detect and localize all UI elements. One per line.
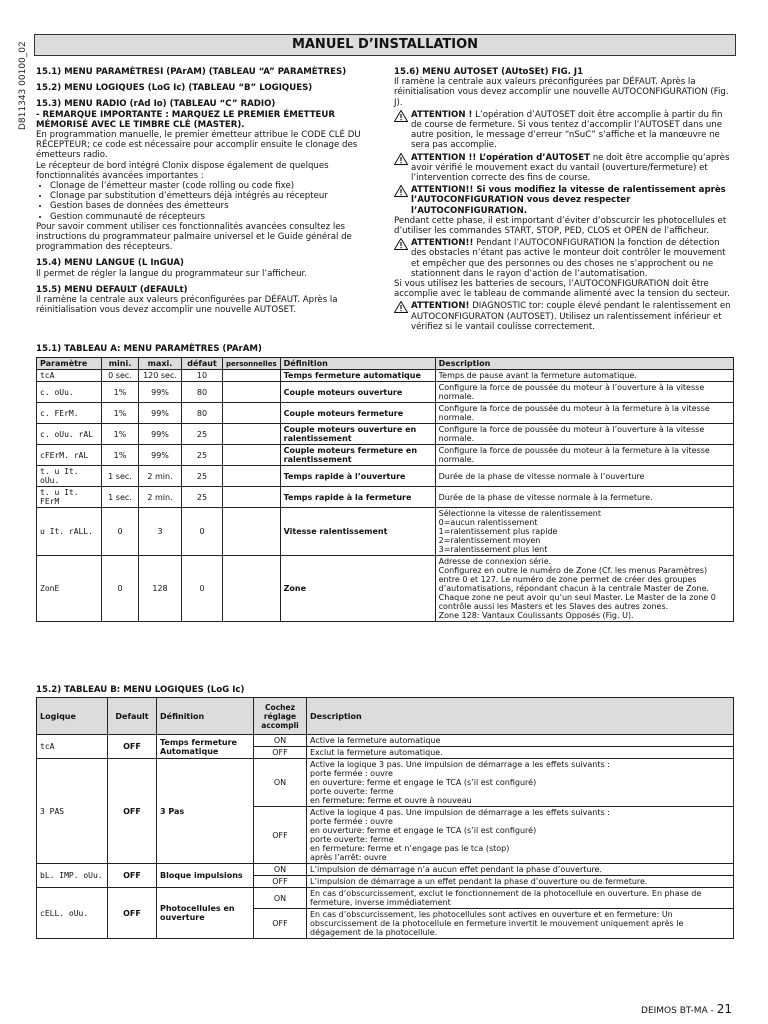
page-number: 21 bbox=[716, 1002, 732, 1016]
table-row bbox=[37, 508, 734, 556]
cell-def: OFF bbox=[108, 888, 157, 939]
cell-p: c. oUu. bbox=[37, 382, 102, 403]
section-heading: 15.6) MENU AUTOSET (AUtoSEt) FIG. J1 bbox=[394, 67, 584, 77]
cell-description: Active la logique 3 pas. Une impulsion de démarrage a les effets suivants : porte fermée : ouvre en ouverture: ferme et engage le TCA (s’il est configuré) porte ouverte: ferme en fermeture: ferme et ouvre à nouveau bbox=[307, 759, 734, 807]
column-header: Définition bbox=[280, 358, 435, 370]
cell-personal bbox=[223, 487, 281, 508]
cell-option: ON bbox=[254, 888, 307, 909]
paragraph: Il permet de régler la langue du programmateur sur l’afficheur. bbox=[36, 268, 308, 279]
cell-min: 1% bbox=[102, 403, 139, 424]
cell-def_name: Couple moteurs ouverture en ralentissement bbox=[280, 424, 435, 445]
right-column bbox=[394, 67, 732, 332]
cell-max: 2 min. bbox=[139, 466, 182, 487]
cell-p: tcA bbox=[37, 370, 102, 382]
cell-def_name: Temps rapide à l’ouverture bbox=[280, 466, 435, 487]
cell-description: Active la logique 4 pas. Une impulsion de démarrage a les effets suivants : porte fermée : ouvre en ouverture: ferme et engage le TCA (s’il est configuré) porte ouverte: ferme en fermeture: ferme et n’engage pas le tca (stop) après l’arrêt: ouvre bbox=[307, 807, 734, 864]
cell-p: c. oUu. rAL bbox=[37, 424, 102, 445]
table-a-heading: 15.1) TABLEAU A: MENU PARAMÈTRES (PArAM) bbox=[36, 344, 262, 354]
cell-max: 99% bbox=[139, 403, 182, 424]
cell-personal bbox=[223, 556, 281, 622]
cell-def: 80 bbox=[182, 382, 223, 403]
cell-personal bbox=[223, 508, 281, 556]
list-item: • Clonage de l’émetteur master (code rolling ou code fixe) bbox=[50, 181, 376, 191]
paragraph: Il ramène la centrale aux valeurs préconfigurées par DÉFAUT. Après la réinitialisation vous devez accomplir une nouvelle AUTOSET. bbox=[36, 295, 338, 316]
cell-l: bL. IMP. oUu. bbox=[37, 864, 108, 888]
cell-def: 25 bbox=[182, 487, 223, 508]
cell-def: 10 bbox=[182, 370, 223, 382]
warning-text: L’opération d’AUTOSET doit être accomplie à partir du fin de course de fermeture. Si vous tentez d’accomplir l’AUTOSET dans une autre position, le message d’erreur “nSuC” s’affiche et la manœuvre ne sera pas accomplie. bbox=[411, 109, 723, 151]
cell-desc: Configure la force de poussée du moteur à l’ouverture à la vitesse normale. bbox=[435, 424, 733, 445]
paragraph: Pour savoir comment utiliser ces fonctionnalités avancées consultez les instructions du programmateur palmaire universel et le Guide général de programmation des récepteurs. bbox=[36, 221, 352, 253]
column-header: personnelles bbox=[223, 358, 281, 370]
table-row bbox=[37, 370, 734, 382]
warning-icon bbox=[394, 238, 408, 250]
table-header-row bbox=[37, 698, 734, 735]
cell-p: cFErM. rAL bbox=[37, 445, 102, 466]
warning-text: Pendant l’AUTOCONFIGURATION la fonction de détection des obstacles n’étant pas active le monteur doit contrôler le mouvement et empêcher que des personnes ou des choses ne s’approchent ou ne stationnent dans le rayon d’action de l’automatisation. bbox=[411, 238, 726, 279]
section-heading: 15.2) MENU LOGIQUES (LoG Ic) (TABLEAU “B” LOGIQUES) bbox=[36, 83, 313, 94]
list-item: • Clonage par substitution d’émetteurs déjà intégrés au récepteur bbox=[50, 191, 376, 201]
cell-def: 80 bbox=[182, 403, 223, 424]
column-header: Description bbox=[435, 358, 733, 370]
warning-label: ATTENTION !! L’opération d’AUTOSET bbox=[411, 152, 590, 163]
table-row bbox=[37, 445, 734, 466]
table-row bbox=[37, 735, 734, 747]
left-column bbox=[36, 67, 376, 315]
cell-def: 0 bbox=[182, 556, 223, 622]
cell-personal bbox=[223, 403, 281, 424]
table-row bbox=[37, 403, 734, 424]
warning-icon bbox=[394, 185, 408, 197]
cell-option: OFF bbox=[254, 807, 307, 864]
cell-def_name: Vitesse ralentissement bbox=[280, 508, 435, 556]
cell-p: t. u It. oUu. bbox=[37, 466, 102, 487]
warning-block bbox=[394, 301, 732, 332]
cell-personal bbox=[223, 424, 281, 445]
cell-name: 3 Pas bbox=[157, 759, 254, 864]
cell-min: 1 sec. bbox=[102, 466, 139, 487]
cell-option: ON bbox=[254, 759, 307, 807]
column-header: Description bbox=[307, 698, 734, 735]
cell-def_name: Couple moteurs fermeture en ralentissement bbox=[280, 445, 435, 466]
cell-option: ON bbox=[254, 735, 307, 747]
cell-description: L’impulsion de démarrage n’a aucun effet pendant la phase d’ouverture. bbox=[307, 864, 734, 876]
cell-p: u It. rALL. bbox=[37, 508, 102, 556]
logic-table bbox=[36, 697, 734, 939]
column-header: défaut bbox=[182, 358, 223, 370]
cell-description: Active la fermeture automatique bbox=[307, 735, 734, 747]
cell-min: 1% bbox=[102, 424, 139, 445]
cell-desc: Sélectionne la vitesse de ralentissement 0=aucun ralentissement 1=ralentissement plus rapide 2=ralentissement moyen 3=ralentissement plus lent bbox=[435, 508, 733, 556]
warning-text: DIAGNOSTIC tor: couple élevé pendant le ralentissement en AUTOCONFIGURATON (AUTOSET). Utilisez un ralentissement inférieur et vérifiez si le vantail coulisse correctement. bbox=[411, 301, 731, 332]
column-header: Default bbox=[108, 698, 157, 735]
cell-desc: Configure la force de poussée du moteur à la fermeture à la vitesse normale. bbox=[435, 445, 733, 466]
cell-personal bbox=[223, 466, 281, 487]
paragraph: Pendant cette phase, il est important d’éviter d’obscurcir les photocellules et d’utiliser les commandes START, STOP, PED, CLOS et OPEN de l’afficheur. bbox=[394, 215, 727, 237]
document-code: D811343 00100_02 bbox=[18, 41, 28, 130]
page-footer bbox=[641, 1002, 732, 1016]
cell-min: 1% bbox=[102, 445, 139, 466]
cell-desc: Durée de la phase de vitesse normale à la fermeture. bbox=[435, 487, 733, 508]
cell-def: OFF bbox=[108, 735, 157, 759]
cell-def: 25 bbox=[182, 424, 223, 445]
cell-description: En cas d’obscurcissement, exclut le fonctionnement de la photocellule en ouverture. En phase de fermeture, inverse immédiatement bbox=[307, 888, 734, 909]
list-item: • Gestion communauté de récepteurs bbox=[50, 212, 376, 222]
column-header: Cochez réglage accompli bbox=[254, 698, 307, 735]
cell-min: 1 sec. bbox=[102, 487, 139, 508]
page-title: MANUEL D’INSTALLATION bbox=[34, 34, 736, 56]
column-header: mini. bbox=[102, 358, 139, 370]
warning-block bbox=[394, 185, 732, 216]
warning-label: ATTENTION!! Si vous modifiez la vitesse de ralentissement après l’AUTOCONFIGURATION vous devez respecter l’AUTOCONFIGURATION. bbox=[411, 185, 726, 216]
cell-min: 1% bbox=[102, 382, 139, 403]
cell-option: OFF bbox=[254, 747, 307, 759]
cell-def: 0 bbox=[182, 508, 223, 556]
cell-option: OFF bbox=[254, 909, 307, 939]
cell-def: OFF bbox=[108, 759, 157, 864]
warning-icon bbox=[394, 110, 408, 122]
warning-label: ATTENTION!! bbox=[411, 238, 474, 249]
cell-l: cELL. oUu. bbox=[37, 888, 108, 939]
cell-max: 99% bbox=[139, 424, 182, 445]
cell-min: 0 bbox=[102, 508, 139, 556]
cell-p: t. u It. FErM bbox=[37, 487, 102, 508]
cell-name: Bloque impulsions bbox=[157, 864, 254, 888]
column-header: Définition bbox=[157, 698, 254, 735]
cell-min: 0 bbox=[102, 556, 139, 622]
table-row bbox=[37, 466, 734, 487]
cell-desc: Adresse de connexion série. Configurez en outre le numéro de Zone (Cf. les menus Paramètres) entre 0 et 127. Le numéro de zone permet de créer des groupes d’automatisations, répondant chacun à la centrale Master de Zone. Chaque zone ne peut avoir qu’un seul Master. Le Master de la zone 0 contrôle aussi les Masters et les Slaves des autres zones. Zone 128: Vantaux Coulissants Opposés (Fig. U). bbox=[435, 556, 733, 622]
section-heading: 15.1) MENU PARAMÈTRESI (PArAM) (TABLEAU “A” PARAMÈTRES) bbox=[36, 67, 347, 77]
cell-desc: Durée de la phase de vitesse normale à l’ouverture bbox=[435, 466, 733, 487]
warning-icon bbox=[394, 301, 408, 313]
cell-max: 2 min. bbox=[139, 487, 182, 508]
paragraph: Le récepteur de bord intégré Clonix dispose également de quelques fonctionnalités avancées importantes : bbox=[36, 160, 329, 181]
column-header: Paramètre bbox=[37, 358, 102, 370]
table-row bbox=[37, 888, 734, 909]
section-heading: 15.3) MENU RADIO (rAd Io) (TABLEAU “C” RADIO) bbox=[36, 99, 276, 110]
warning-block bbox=[394, 238, 732, 279]
table-row bbox=[37, 759, 734, 807]
cell-option: ON bbox=[254, 864, 307, 876]
cell-p: ZonE bbox=[37, 556, 102, 622]
cell-name: Temps fermeture Automatique bbox=[157, 735, 254, 759]
cell-name: Photocellules en ouverture bbox=[157, 888, 254, 939]
list-item: • Gestion bases de données des émetteurs bbox=[50, 201, 376, 211]
warning-block bbox=[394, 110, 732, 151]
paragraph: Si vous utilisez les batteries de secours, l’AUTOCONFIGURATION doit être accomplie avec le tableau de commande alimenté avec la tension du secteur. bbox=[394, 279, 730, 300]
cell-l: 3 PAS bbox=[37, 759, 108, 864]
cell-p: c. FErM. bbox=[37, 403, 102, 424]
cell-description: L’impulsion de démarrage a un effet pendant la phase d’ouverture ou de fermeture. bbox=[307, 876, 734, 888]
table-row bbox=[37, 556, 734, 622]
cell-max: 99% bbox=[139, 382, 182, 403]
table-row bbox=[37, 864, 734, 876]
cell-def: 25 bbox=[182, 466, 223, 487]
cell-max: 3 bbox=[139, 508, 182, 556]
cell-max: 128 bbox=[139, 556, 182, 622]
cell-def_name: Couple moteurs fermeture bbox=[280, 403, 435, 424]
cell-def: 25 bbox=[182, 445, 223, 466]
cell-def_name: Couple moteurs ouverture bbox=[280, 382, 435, 403]
paragraph: En programmation manuelle, le premier émetteur attribue le CODE CLÉ DU RÉCEPTEUR; ce code est nécessaire pour accomplir ensuite le clonage des émetteurs radio. bbox=[36, 130, 361, 161]
cell-l: tcA bbox=[37, 735, 108, 759]
table-header-row bbox=[37, 358, 734, 370]
warning-text: ne doit être accomplie qu’après avoir vérifié le mouvement exact du vantail (ouverture/fermeture) et l’intervention correcte des fins de course. bbox=[411, 152, 730, 184]
cell-def_name: Temps rapide à la fermeture bbox=[280, 487, 435, 508]
cell-max: 99% bbox=[139, 445, 182, 466]
warning-icon bbox=[394, 153, 408, 165]
feature-list bbox=[36, 181, 376, 222]
table-row bbox=[37, 424, 734, 445]
model-name: DEIMOS BT-MA - bbox=[641, 1006, 714, 1016]
cell-desc: Configure la force de poussée du moteur à l’ouverture à la vitesse normale. bbox=[435, 382, 733, 403]
column-header: Logique bbox=[37, 698, 108, 735]
cell-min: 0 sec. bbox=[102, 370, 139, 382]
warning-block bbox=[394, 153, 732, 184]
column-header: maxi. bbox=[139, 358, 182, 370]
cell-def_name: Temps fermeture automatique bbox=[280, 370, 435, 382]
cell-max: 120 sec. bbox=[139, 370, 182, 382]
cell-description: Exclut la fermeture automatique. bbox=[307, 747, 734, 759]
cell-desc: Configure la force de poussée du moteur à la fermeture à la vitesse normale. bbox=[435, 403, 733, 424]
section-heading: 15.5) MENU DEFAULT (dEFAULt) bbox=[36, 284, 188, 295]
warning-label: ATTENTION ! bbox=[411, 109, 473, 120]
cell-personal bbox=[223, 382, 281, 403]
cell-option: OFF bbox=[254, 876, 307, 888]
section-heading: 15.4) MENU LANGUE (L InGUA) bbox=[36, 258, 184, 269]
paragraph: Il ramène la centrale aux valeurs préconfigurées par DÉFAUT. Après la réinitialisation vous devez accomplir une nouvelle AUTOCONFIGURATION (Fig. J). bbox=[394, 77, 729, 108]
table-row bbox=[37, 382, 734, 403]
cell-def: OFF bbox=[108, 864, 157, 888]
warning-label: ATTENTION! bbox=[411, 301, 470, 312]
cell-personal bbox=[223, 445, 281, 466]
table-row bbox=[37, 487, 734, 508]
cell-desc: Temps de pause avant la fermeture automatique. bbox=[435, 370, 733, 382]
cell-personal bbox=[223, 370, 281, 382]
important-remark: - REMARQUE IMPORTANTE : MARQUEZ LE PREMIER ÉMETTEUR MÉMORISÉ AVEC LE TIMBRE CLÉ (MASTER). bbox=[36, 109, 336, 130]
parameters-table bbox=[36, 357, 734, 622]
table-b-heading: 15.2) TABLEAU B: MENU LOGIQUES (LoG Ic) bbox=[36, 685, 245, 695]
cell-description: En cas d’obscurcissement, les photocellules sont actives en ouverture et en fermeture: Un obscurcissement de la photocellule en fermeture invertit le mouvement uniquement après le dégagement de la photocellule. bbox=[307, 909, 734, 939]
cell-def_name: Zone bbox=[280, 556, 435, 622]
